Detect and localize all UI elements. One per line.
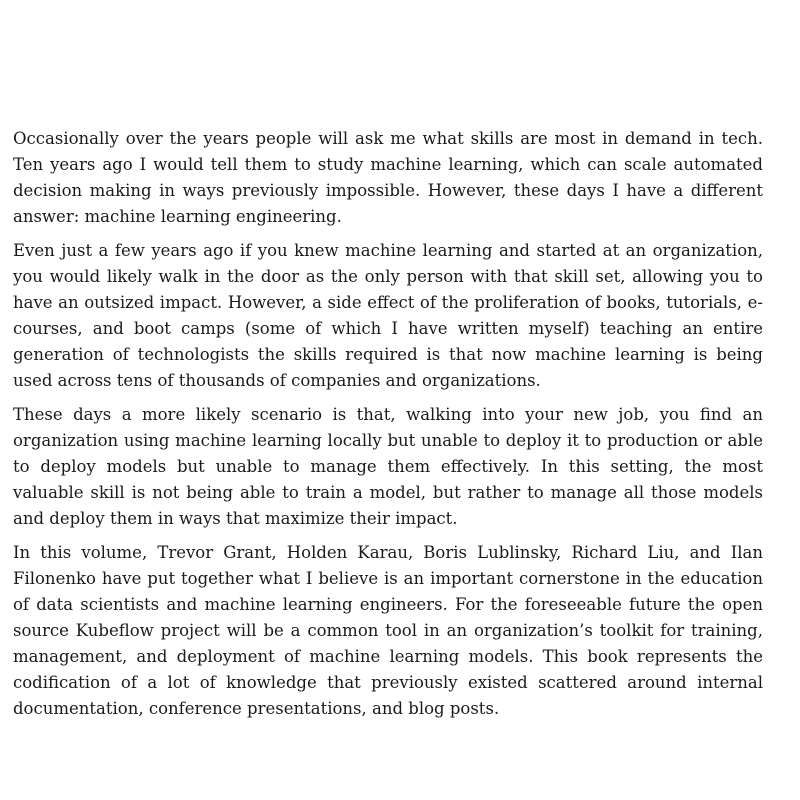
paragraph-skills-in-demand: Occasionally over the years people will ask me what skills are most in demand in tech. Ten years ago I would tell them to study machine learning, which can scale automated decision making in ways previously impossible. However, these days I have a different answer: machine learning engineering. bbox=[13, 129, 763, 226]
paragraph-likely-scenario: These days a more likely scenario is that, walking into your new job, you find an organization using machine learning locally but unable to deploy it to production or able to deploy models but unable to manage them effectively. In this setting, the most valuable skill is not being able to train a model, but rather to manage all those models and deploy them in ways that maximize their impact. bbox=[13, 405, 763, 528]
document-body bbox=[13, 126, 763, 730]
paragraph-this-volume: In this volume, Trevor Grant, Holden Karau, Boris Lublinsky, Richard Liu, and Ilan Filonenko have put together what I believe is an important cornerstone in the education of data scientists and machine learning engineers. For the foreseeable future the open source Kubeflow project will be a common tool in an organization’s toolkit for training, management, and deployment of machine learning models. This book represents the codification of a lot of knowledge that previously existed scattered around internal documentation, conference presentations, and blog posts. bbox=[13, 543, 763, 718]
paragraph-proliferation: Even just a few years ago if you knew machine learning and started at an organization, you would likely walk in the door as the only person with that skill set, allowing you to have an outsized impact. However, a side effect of the proliferation of books, tutorials, e-courses, and boot camps (some of which I have written myself) teaching an entire generation of technologists the skills required is that now machine learning is being used across tens of thousands of companies and organizations. bbox=[13, 241, 763, 390]
